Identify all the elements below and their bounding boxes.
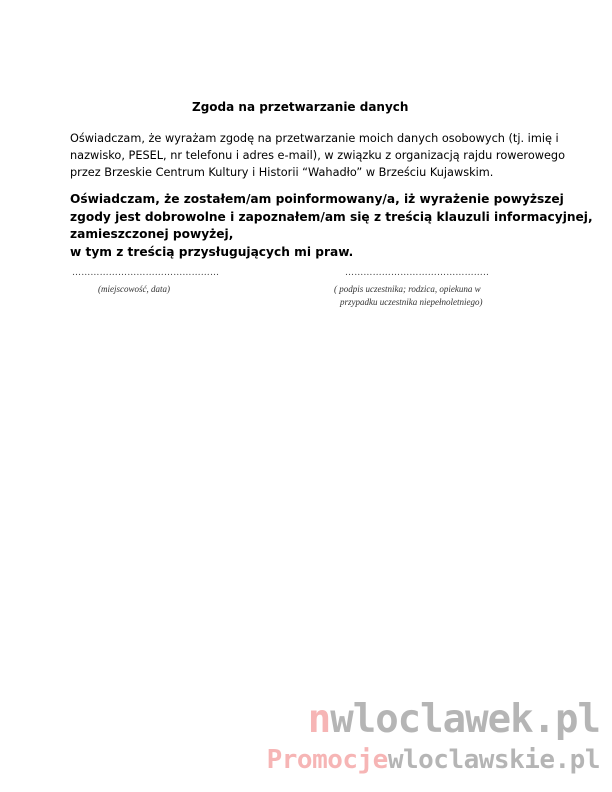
acknowledgement-paragraph <box>70 191 593 261</box>
watermark-nwloclawek <box>308 697 600 742</box>
paragraph-line: Oświadczam, że wyrażam zgodę na przetwarzanie moich danych osobowych (tj. imię i <box>70 132 559 145</box>
consent-paragraph <box>70 130 570 181</box>
signature-dotted-line: ……………………………………….. <box>345 268 490 278</box>
acknowledgement-line: Oświadczam, że zostałem/am poinformowany/a, iż wyrażenie powyższej <box>70 192 564 206</box>
place-date-caption: (miejscowość, data) <box>98 284 170 294</box>
watermark-text: wloclawek.pl <box>330 697 600 742</box>
acknowledgement-line: w tym z treścią przysługujących mi praw. <box>70 244 354 259</box>
place-date-dotted-line: ………………………………………… <box>72 268 220 278</box>
watermark-accent: n <box>307 697 331 742</box>
document-title: Zgoda na przetwarzanie danych <box>192 100 409 114</box>
acknowledgement-line: zamieszczonej powyżej, <box>70 227 234 241</box>
watermark-promocje <box>267 745 600 775</box>
watermark-text: wloclawskie.pl <box>387 745 600 775</box>
acknowledgement-line: zgody jest dobrowolne i zapoznałem/am się z treścią klauzuli informacyjnej, <box>70 209 593 224</box>
signature-caption-line: przypadku uczestnika niepełnoletniego) <box>340 297 483 307</box>
signature-caption-line: ( podpis uczestnika; rodzica, opiekuna w <box>334 284 481 294</box>
paragraph-line: nazwisko, PESEL, nr telefonu i adres e-mail), w związku z organizacją rajdu rowerowego <box>70 149 565 162</box>
watermark-accent: Promocje <box>266 745 388 775</box>
paragraph-line: przez Brzeskie Centrum Kultury i Historii “Wahadło” w Brześciu Kujawskim. <box>70 166 494 179</box>
